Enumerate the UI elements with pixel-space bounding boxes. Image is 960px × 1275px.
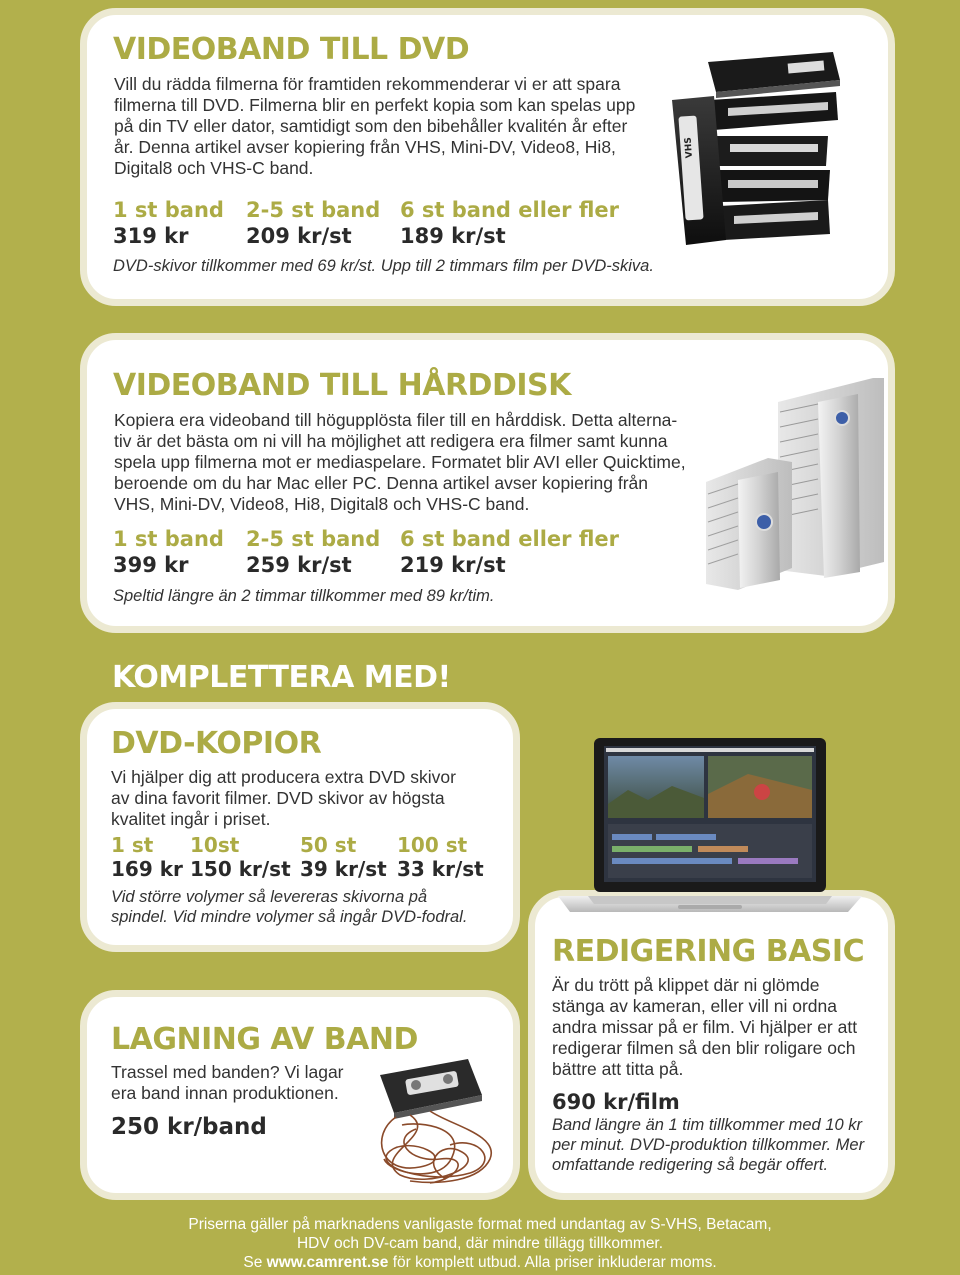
price-tier-label: 50 st [300, 833, 357, 857]
small-drive [706, 458, 792, 590]
vhs-to-hdd-note: Speltid längre än 2 timmar tillkommer med 89 kr/tim. [113, 587, 495, 605]
editing-body-line: stänga av kameran, eller vill ni ordna [552, 996, 838, 1016]
complement-heading: KOMPLETTERA MED! [112, 660, 451, 695]
vhs-tapes-image [668, 40, 868, 260]
laptop-image [548, 734, 868, 924]
vhs-to-dvd-body-line: år. Denna artikel avser kopiering från VHS, Mini-DV, Video8, Hi8, [114, 137, 616, 157]
price-tier-value: 219 kr/st [400, 553, 506, 577]
tape-label: VHS [683, 136, 695, 159]
tape-repair-title: LAGNING AV BAND [111, 1022, 418, 1057]
dvd-copies-title: DVD-KOPIOR [111, 726, 322, 761]
editing-body-line: andra missar på er film. Vi hjälper er att [552, 1017, 858, 1037]
footer-suffix: för komplett utbud. Alla priser inkluderar moms. [388, 1254, 717, 1271]
vhs-to-dvd-body-line: på din TV eller dator, samtidigt som den bibehåller kvalitén år efter [114, 116, 628, 136]
dvd-copies-note-line: spindel. Vid mindre volymer så ingår DVD-fodral. [111, 908, 468, 926]
price-tier-value: 399 kr [113, 553, 189, 577]
large-drive [778, 378, 884, 578]
editing-note-line: per minut. DVD-produktion tillkommer. Mer [552, 1136, 865, 1154]
dvd-copies-note-line: Vid större volymer så levereras skivorna på [111, 888, 428, 906]
price-tier-value: 209 kr/st [246, 224, 352, 248]
website-link[interactable]: www.camrent.se [266, 1254, 389, 1271]
footer-line: HDV och DV-cam band, där mindre tillägg tillkommer. [296, 1235, 664, 1252]
footer-prefix: Se [243, 1254, 267, 1271]
editing-title: REDIGERING BASIC [552, 934, 865, 969]
tape-repair-body-line: Trassel med banden? Vi lagar [111, 1062, 344, 1082]
editing-note-line: Band längre än 1 tim tillkommer med 10 kr [552, 1116, 862, 1134]
vhs-to-dvd-title: VIDEOBAND TILL DVD [113, 32, 470, 67]
footer-line: Priserna gäller på marknadens vanligaste format med undantag av S-VHS, Betacam, [188, 1216, 772, 1233]
dvd-copies-body-line: av dina favorit filmer. DVD skivor av högsta [111, 788, 445, 808]
hard-drives-image [698, 372, 888, 602]
dvd-copies-body-line: kvalitet ingår i priset. [111, 809, 271, 829]
editing-note-line: omfattande redigering så begär offert. [552, 1156, 829, 1174]
vhs-to-hdd-body-line: tiv är det bästa om ni vill ha möjlighet att redigera era filmer samt kunna [114, 431, 668, 451]
price-tier-label: 1 st [111, 833, 154, 857]
laptop-base [558, 896, 862, 912]
price-tier-label: 10st [190, 833, 240, 857]
vhs-to-hdd-body-line: VHS, Mini-DV, Video8, Hi8, Digital8 och VHS-C band. [114, 494, 530, 514]
vhs-to-dvd-body-line: filmerna till DVD. Filmerna blir en perfekt kopia som kan spelas upp [114, 95, 636, 115]
price-tier-label: 2-5 st band [246, 527, 381, 551]
tape-repair-body-line: era band innan produktionen. [111, 1083, 339, 1103]
editing-body-line: bättre att titta på. [552, 1059, 684, 1079]
price-tier-value: 150 kr/st [190, 857, 291, 881]
price-tier-value: 169 kr [111, 857, 183, 881]
price-tier-label: 100 st [397, 833, 468, 857]
tape-repair-price: 250 kr/band [111, 1114, 267, 1140]
dvd-copies-body-line: Vi hjälper dig att producera extra DVD skivor [111, 767, 456, 787]
price-tier-label: 1 st band [113, 198, 224, 222]
vhs-to-dvd-body-line: Digital8 och VHS-C band. [114, 158, 314, 178]
vhs-to-dvd-body-line: Vill du rädda filmerna för framtiden rekommenderar vi er att spara [114, 74, 621, 94]
footer-line [0, 1254, 960, 1272]
price-tier-label: 6 st band eller fler [400, 198, 619, 222]
editing-body-line: redigerar filmen så den blir roligare och [552, 1038, 856, 1058]
price-tier-value: 39 kr/st [300, 857, 387, 881]
price-tier-label: 2-5 st band [246, 198, 381, 222]
price-tier-value: 33 kr/st [397, 857, 484, 881]
vhs-to-dvd-note: DVD-skivor tillkommer med 69 kr/st. Upp till 2 timmars film per DVD-skiva. [113, 257, 654, 275]
price-tier-value: 189 kr/st [400, 224, 506, 248]
tape-stack [708, 52, 840, 240]
price-tier-label: 6 st band eller fler [400, 527, 619, 551]
price-tier-label: 1 st band [113, 527, 224, 551]
vhs-to-hdd-body-line: Kopiera era videoband till högupplösta filer till en hårddisk. Detta alterna- [114, 410, 678, 430]
vhs-to-hdd-body-line: spela upp filmerna mot er mediaspelare. Formatet blir AVI eller Quicktime, [114, 452, 686, 472]
editing-body-line: Är du trött på klippet där ni glömde [552, 975, 820, 995]
cassette-tape-image [350, 1055, 510, 1190]
price-tier-value: 259 kr/st [246, 553, 352, 577]
tangled-tape [382, 1111, 492, 1183]
laptop-screen [594, 738, 826, 892]
price-tier-value: 319 kr [113, 224, 189, 248]
vhs-to-hdd-title: VIDEOBAND TILL HÅRDDISK [113, 368, 571, 403]
cassette [380, 1059, 482, 1119]
editing-price: 690 kr/film [552, 1090, 680, 1114]
vhs-to-hdd-body-line: beroende om du har Mac eller PC. Denna artikel avser kopiering från [114, 473, 649, 493]
